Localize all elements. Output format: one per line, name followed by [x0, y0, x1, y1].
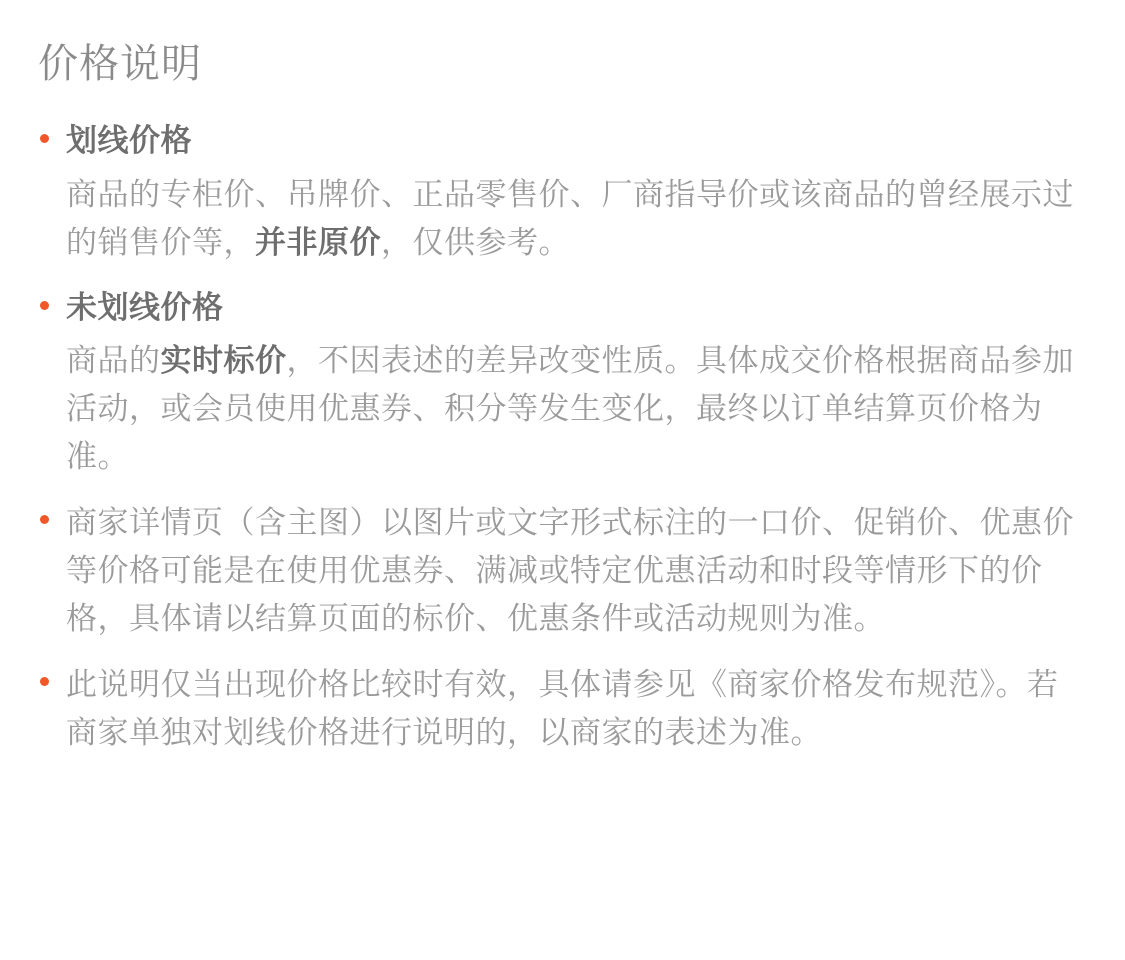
dot-icon — [40, 515, 49, 524]
dot-icon — [40, 134, 49, 143]
body-text: 此说明仅当出现价格比较时有效，具体请参见《商家价格发布规范》。若商家单独对划线价格进行说明的，以商家的表述为准。 — [66, 667, 1059, 751]
section-body — [66, 337, 1087, 481]
section-body — [66, 171, 1087, 267]
dot-icon — [40, 677, 49, 686]
explanation-section — [38, 285, 1087, 482]
section-body — [66, 499, 1087, 643]
explanation-section-list — [38, 118, 1087, 757]
emphasized-text: 实时标价 — [160, 343, 287, 379]
dot-icon — [40, 301, 49, 310]
explanation-section — [38, 118, 1087, 267]
emphasized-text: 并非原价 — [255, 224, 381, 260]
body-text: 商品的专柜价、吊牌价、正品零售价、厂商指导价或该商品的曾经展示过的销售价等， — [66, 176, 1074, 260]
page-title: 价格说明 — [38, 42, 202, 86]
body-text: ，仅供参考。 — [381, 224, 570, 260]
body-text: ，不因表述的差异改变性质。具体成交价格根据商品参加活动，或会员使用优惠券、积分等发生变化，最终以订单结算页价格为准。 — [66, 343, 1074, 475]
section-body — [66, 661, 1087, 757]
body-text: 商品的 — [66, 343, 161, 379]
section-heading: 划线价格 — [66, 123, 192, 158]
explanation-section — [38, 499, 1087, 643]
explanation-section — [38, 661, 1087, 757]
body-text: 商家详情页（含主图）以图片或文字形式标注的一口价、促销价、优惠价等价格可能是在使用优惠券、满减或特定优惠活动和时段等情形下的价格，具体请以结算页面的标价、优惠条件或活动规则为准。 — [66, 505, 1074, 637]
section-heading: 未划线价格 — [66, 289, 224, 325]
